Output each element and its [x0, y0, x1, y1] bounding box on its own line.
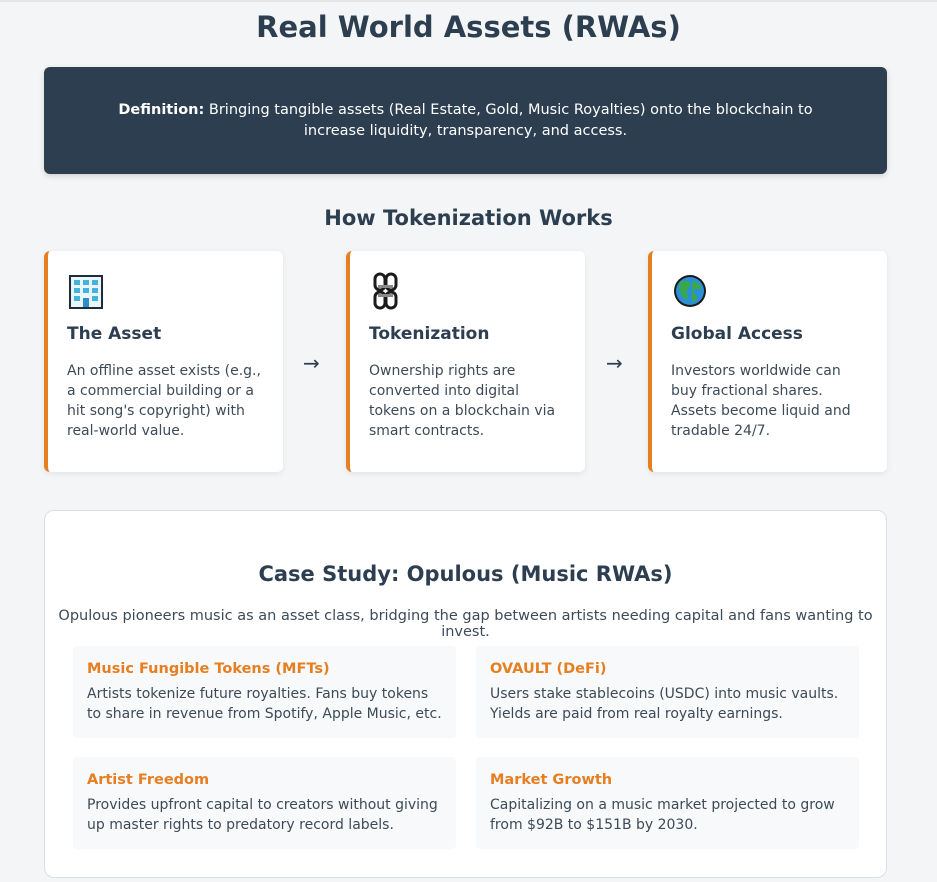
step-description: Ownership rights are converted into digital tokens on a blockchain via smart contracts. [369, 363, 556, 439]
arrow-right-icon: → [606, 351, 623, 375]
feature-card-ovault [476, 646, 859, 738]
feature-card-artist-freedom [73, 757, 456, 849]
chain-icon [369, 271, 567, 311]
definition-label: Definition: [118, 101, 205, 118]
feature-card-market-growth [476, 757, 859, 849]
case-study-title: Case Study: Opulous (Music RWAs) [258, 562, 673, 586]
section-title-how-it-works: How Tokenization Works [324, 206, 613, 230]
step-card-global-access [648, 251, 887, 472]
feature-description: Capitalizing on a music market projected to grow from $92B to $151B by 2030. [490, 797, 835, 833]
globe-icon [671, 271, 869, 311]
step-description: An offline asset exists (e.g., a commercial building or a hit song's copyright) with real-world value. [67, 363, 261, 439]
feature-title: Artist Freedom [87, 772, 210, 788]
feature-description: Users stake stablecoins (USDC) into music vaults. Yields are paid from real royalty earnings. [490, 686, 839, 722]
case-study-intro: Opulous pioneers music as an asset class, bridging the gap between artists needing capital and fans wanting to invest. [58, 608, 873, 640]
page-title: Real World Assets (RWAs) [256, 10, 681, 44]
feature-description: Provides upfront capital to creators without giving up master rights to predatory record labels. [87, 797, 438, 833]
feature-title: Music Fungible Tokens (MFTs) [87, 661, 330, 677]
step-title: Global Access [671, 324, 803, 344]
step-title: The Asset [67, 324, 162, 344]
arrow-right-icon: → [303, 351, 320, 375]
step-description: Investors worldwide can buy fractional shares. Assets become liquid and tradable 24/7. [671, 363, 851, 439]
definition-text: Bringing tangible assets (Real Estate, Gold, Music Royalties) onto the blockchain to increase liquidity, transparency, and access. [208, 101, 813, 139]
step-title: Tokenization [369, 324, 490, 344]
definition-box [44, 67, 887, 174]
feature-title: OVAULT (DeFi) [490, 661, 607, 677]
feature-card-mfts [73, 646, 456, 738]
feature-description: Artists tokenize future royalties. Fans buy tokens to share in revenue from Spotify, Apple Music, etc. [87, 686, 442, 722]
case-study-panel [44, 510, 887, 878]
step-card-asset [44, 251, 283, 472]
feature-title: Market Growth [490, 772, 613, 788]
definition-content [94, 100, 837, 142]
building-icon [67, 271, 265, 311]
step-card-tokenization [346, 251, 585, 472]
